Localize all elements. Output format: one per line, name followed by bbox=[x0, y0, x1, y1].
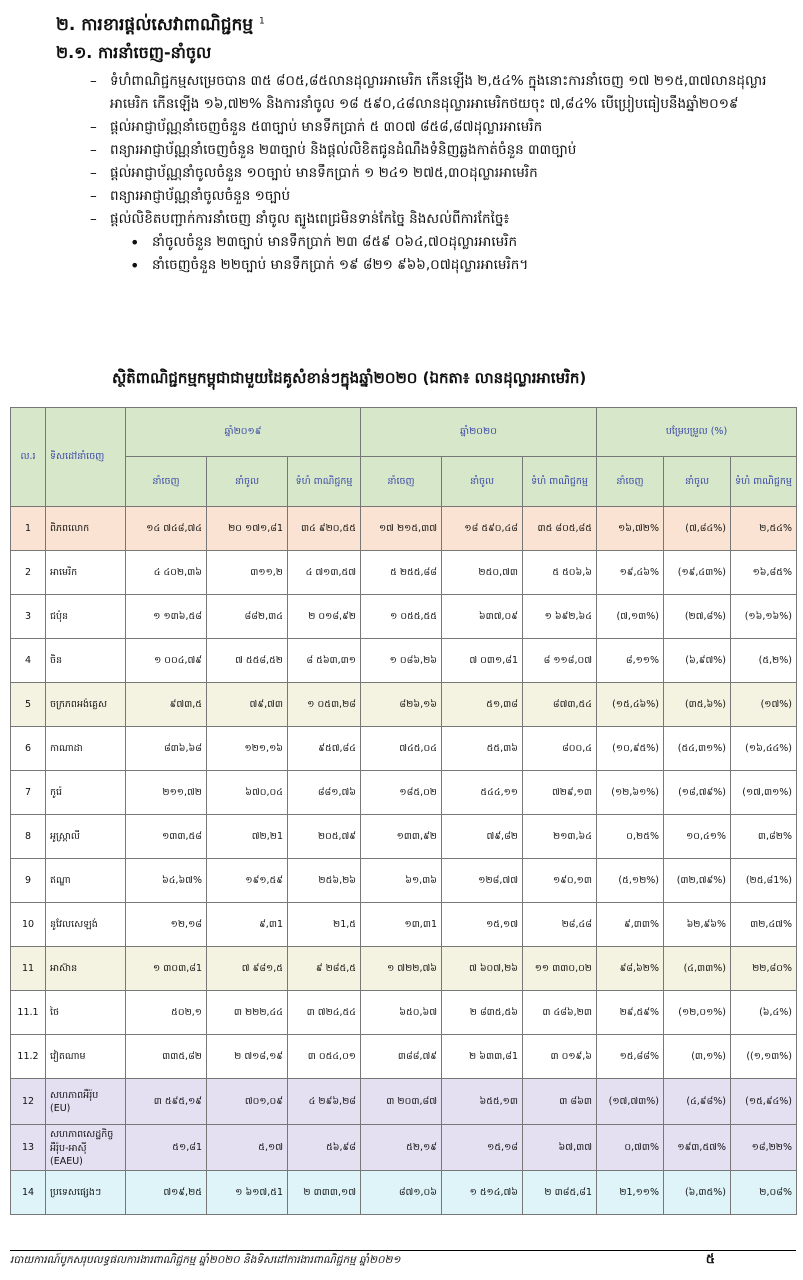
cell-value: (៦,៣៥%) bbox=[664, 1171, 731, 1215]
cell-value: ៣,៨២% bbox=[731, 815, 797, 859]
cell-value: ២,០៨% bbox=[731, 1171, 797, 1215]
trade-statistics-table bbox=[10, 407, 797, 1215]
cell-value: ២ ៧១៨,១៩ bbox=[207, 1035, 288, 1079]
page-number: ៥ bbox=[705, 1252, 715, 1267]
cell-value: ៦២,៩៦% bbox=[664, 903, 731, 947]
cell-number: 7 bbox=[11, 771, 46, 815]
cell-value: (១៨,៧៩%) bbox=[664, 771, 731, 815]
cell-value: ៧៩,៧៣ bbox=[207, 683, 288, 727]
cell-value: ៣ ២២២,៤៤ bbox=[207, 991, 288, 1035]
cell-value: ៦៥០,៦៧ bbox=[361, 991, 442, 1035]
cell-value: (១២,០១%) bbox=[664, 991, 731, 1035]
cell-value: ៥ ២៥៥,៨៨ bbox=[361, 551, 442, 595]
table-row bbox=[11, 903, 797, 947]
cell-value: ៦៧,៣៧ bbox=[523, 1125, 597, 1171]
footnote-marker: 1 bbox=[259, 16, 265, 27]
cell-value: ៨៧៣,៥៤ bbox=[523, 683, 597, 727]
cell-value: ១៨,២២% bbox=[731, 1125, 797, 1171]
cell-value: (៤,៣៣%) bbox=[664, 947, 731, 991]
cell-value: ៥០២,១ bbox=[126, 991, 207, 1035]
cell-value: ៩៧៣,៥ bbox=[126, 683, 207, 727]
cell-value: ៣១១,២ bbox=[207, 551, 288, 595]
cell-destination: នូវែលសេឡង់ bbox=[46, 903, 126, 947]
cell-value: (២៥,៨1%) bbox=[731, 859, 797, 903]
header-volume: ទំហំ ពាណិជ្ជកម្ម bbox=[288, 457, 361, 507]
cell-value: (១៥,៤៦%) bbox=[597, 683, 664, 727]
cell-destination: ប្រទេសផ្សេងៗ bbox=[46, 1171, 126, 1215]
cell-value: ៤ ២៩៦,២៨ bbox=[288, 1079, 361, 1125]
footer-text: របាយការណ៍បូកសរុបលទ្ធផលការងារពាណិជ្ជកម្ម ឆ្នាំ២០២០ និងទិសដៅការងារពាណិជ្ជកម្ម ឆ្នាំ២០២១ bbox=[10, 1250, 796, 1269]
cell-value: ៨ ១១៨,០៧ bbox=[523, 639, 597, 683]
cell-value: (១៧,៣១%) bbox=[731, 771, 797, 815]
cell-destination: កាណាដា bbox=[46, 727, 126, 771]
table-row bbox=[11, 1125, 797, 1171]
cell-value: ១០,៤១% bbox=[664, 815, 731, 859]
cell-value: ១ ៣០៣,៨1 bbox=[126, 947, 207, 991]
cell-value: (១០,៩៥%) bbox=[597, 727, 664, 771]
header-year-2020: ឆ្នាំ២០២០ bbox=[361, 408, 597, 457]
cell-value: ២,៥៤% bbox=[731, 507, 797, 551]
table-row bbox=[11, 1079, 797, 1125]
cell-value: ១៩១,៥៩ bbox=[207, 859, 288, 903]
cell-value: ៧ ៥៥៨,៥២ bbox=[207, 639, 288, 683]
cell-value: ៨៨១,៧៦ bbox=[288, 771, 361, 815]
cell-value: ៨៧១,០៦ bbox=[361, 1171, 442, 1215]
cell-destination: សហភាពអឺរ៉ុប (EU) bbox=[46, 1079, 126, 1125]
cell-destination: អូស្ត្រាលី bbox=[46, 815, 126, 859]
cell-number: 3 bbox=[11, 595, 46, 639]
header-import: នាំចូល bbox=[664, 457, 731, 507]
cell-value: ៩៥៧,៨៤ bbox=[288, 727, 361, 771]
header-export: នាំចេញ bbox=[126, 457, 207, 507]
cell-value: ០,៧៣% bbox=[597, 1125, 664, 1171]
cell-value: ៥,១៧ bbox=[207, 1125, 288, 1171]
cell-value: ៣ ០៥៤,០១ bbox=[288, 1035, 361, 1079]
cell-value: ៥១,៣៨ bbox=[442, 683, 523, 727]
cell-value: (១៦,១៦%) bbox=[731, 595, 797, 639]
bullet-list bbox=[90, 70, 780, 277]
bullet-item: – ផ្ដល់អាជ្ញាប័ណ្ណនាំចូលចំនួន ១០ច្បាប់ មានទឹកប្រាក់ ១ ២៤១ ២៧៥,៣០ដុល្លារអាមេរិក bbox=[90, 162, 780, 185]
cell-destination: ឥណ្ឌា bbox=[46, 859, 126, 903]
cell-value: (៣២,៧៩%) bbox=[664, 859, 731, 903]
cell-value: ២៩,៥៩% bbox=[597, 991, 664, 1035]
cell-value: ១ ៦៩២,៦៤ bbox=[523, 595, 597, 639]
cell-number: 2 bbox=[11, 551, 46, 595]
cell-value: ១ ៥១៤,៧៦ bbox=[442, 1171, 523, 1215]
cell-value: ២ ០១៨,៩២ bbox=[288, 595, 361, 639]
cell-value: ១ ៦១៧,៥1 bbox=[207, 1171, 288, 1215]
cell-value: ១៥,៨៨% bbox=[597, 1035, 664, 1079]
cell-value: ៧៤៥,០៤ bbox=[361, 727, 442, 771]
cell-value: ៩,៣1 bbox=[207, 903, 288, 947]
cell-value: (៥,២%) bbox=[731, 639, 797, 683]
cell-value: ១៦,៧២% bbox=[597, 507, 664, 551]
cell-value: ១ ១៣៦,៥៨ bbox=[126, 595, 207, 639]
cell-number: 10 bbox=[11, 903, 46, 947]
cell-value: ៣ ៨៦៣ bbox=[523, 1079, 597, 1125]
cell-value: ១៣៣,៥៨ bbox=[126, 815, 207, 859]
cell-value: ២១១,៧២ bbox=[126, 771, 207, 815]
cell-destination: ពិភពលោក bbox=[46, 507, 126, 551]
table-row bbox=[11, 1171, 797, 1215]
cell-value: ២ ៣៣៣,១៧ bbox=[288, 1171, 361, 1215]
cell-value: ៧២៩,១៣ bbox=[523, 771, 597, 815]
table-row bbox=[11, 551, 797, 595]
cell-value: ៧ ៩៨១,៥ bbox=[207, 947, 288, 991]
cell-destination: ជប៉ុន bbox=[46, 595, 126, 639]
table-row bbox=[11, 771, 797, 815]
cell-value: ១១ ៣៣០,០២ bbox=[523, 947, 597, 991]
sub-bullet-item: • នាំចូលចំនួន ២៣ច្បាប់ មានទឹកប្រាក់ ២៣ ៨៥៩ ០៦៤,៧០ដុល្លារអាមេរិក bbox=[130, 231, 780, 254]
cell-value: ១៤ ៧៤៨,៧៤ bbox=[126, 507, 207, 551]
cell-value: ៦៥៥,១៣ bbox=[442, 1079, 523, 1125]
cell-value: ២ ៨៣៥,៥៦ bbox=[442, 991, 523, 1035]
cell-value: ៦១,៣៦ bbox=[361, 859, 442, 903]
cell-value: (១៧,៧៣%) bbox=[597, 1079, 664, 1125]
cell-value: ៨,១១% bbox=[597, 639, 664, 683]
cell-destination: ថៃ bbox=[46, 991, 126, 1035]
cell-value: ២ ៦៣៣,៨1 bbox=[442, 1035, 523, 1079]
cell-value: ៣ ៧២៤,៥៤ bbox=[288, 991, 361, 1035]
cell-number: 9 bbox=[11, 859, 46, 903]
cell-number: 1 bbox=[11, 507, 46, 551]
cell-value: (១៦,៤៤%) bbox=[731, 727, 797, 771]
cell-value: ៧៩,៨២ bbox=[442, 815, 523, 859]
cell-number: 12 bbox=[11, 1079, 46, 1125]
cell-value: (៣៥,៦%) bbox=[664, 683, 731, 727]
cell-value: ១៥,១៨ bbox=[442, 1125, 523, 1171]
cell-value: ១៣,៣1 bbox=[361, 903, 442, 947]
cell-value: (៤,៩៨%) bbox=[664, 1079, 731, 1125]
cell-value: ១ ០៥៣,២៨ bbox=[288, 683, 361, 727]
cell-value: (៧,១៣%) bbox=[597, 595, 664, 639]
subsection-heading: ២.១. ការនាំចេញ-នាំចូល bbox=[56, 43, 212, 62]
bullet-item: – ផ្ដល់អាជ្ញាប័ណ្ណនាំចេញចំនួន ៥៣ច្បាប់ មានទឹកប្រាក់ ៥ ៣០៧ ៨៥៨,៨៧ដុល្លារអាមេរិក bbox=[90, 116, 780, 139]
cell-value: ៣ ០១៩,៦ bbox=[523, 1035, 597, 1079]
cell-value: ៣ ២០៣,៨៧ bbox=[361, 1079, 442, 1125]
header-destination: ទិសដៅនាំចេញ bbox=[46, 408, 126, 507]
cell-value: ១៨៥,០២ bbox=[361, 771, 442, 815]
cell-value: ១៧ ២១៥,៣៧ bbox=[361, 507, 442, 551]
table-row bbox=[11, 947, 797, 991]
cell-value: ២០៥,៧៩ bbox=[288, 815, 361, 859]
cell-value: ១២,១៨ bbox=[126, 903, 207, 947]
cell-value: ៥៤៤,១១ bbox=[442, 771, 523, 815]
cell-value: ១ ០០៤,៧៩ bbox=[126, 639, 207, 683]
cell-destination: កូរ៉េ bbox=[46, 771, 126, 815]
bullet-item: – ពន្យារអាជ្ញាប័ណ្ណនាំចូលចំនួន ១ច្បាប់ bbox=[90, 185, 780, 208]
table-row bbox=[11, 1035, 797, 1079]
header-year-2019: ឆ្នាំ២០១៩ bbox=[126, 408, 361, 457]
cell-number: 6 bbox=[11, 727, 46, 771]
table-row bbox=[11, 595, 797, 639]
cell-number: 14 bbox=[11, 1171, 46, 1215]
cell-value: ១២៨,៧៧ bbox=[442, 859, 523, 903]
cell-value: ៦៣៧,០៩ bbox=[442, 595, 523, 639]
cell-value: ០,២៥% bbox=[597, 815, 664, 859]
cell-number: 4 bbox=[11, 639, 46, 683]
cell-value: (១៥,៩៤%) bbox=[731, 1079, 797, 1125]
cell-value: ៨ ៥៦៣,៣១ bbox=[288, 639, 361, 683]
cell-value: (៧,៨៤%) bbox=[664, 507, 731, 551]
cell-value: ៨៨២,៣៤ bbox=[207, 595, 288, 639]
cell-value: ៣២,៤៧% bbox=[731, 903, 797, 947]
section-heading: ២. ការខារផ្ដល់សេវាពាណិជ្ជកម្ម $^1$ bbox=[56, 15, 265, 35]
cell-value: ៩៨,៦២% bbox=[597, 947, 664, 991]
cell-value: ៣ ៤៨៦,២៣ bbox=[523, 991, 597, 1035]
cell-value: ((១,១៣%) bbox=[731, 1035, 797, 1079]
cell-value: ១ ០៨៦,២៦ bbox=[361, 639, 442, 683]
cell-destination: វៀតណាម bbox=[46, 1035, 126, 1079]
cell-value: ៣៥ ៨០៥,៨៥ bbox=[523, 507, 597, 551]
cell-number: 11.1 bbox=[11, 991, 46, 1035]
header-change: បម្រែបម្រួល (%) bbox=[597, 408, 797, 457]
cell-value: ២១៣,៦៤ bbox=[523, 815, 597, 859]
header-volume: ទំហំ ពាណិជ្ជកម្ម bbox=[731, 457, 797, 507]
cell-value: ៧០១,០៩ bbox=[207, 1079, 288, 1125]
cell-number: 11 bbox=[11, 947, 46, 991]
table-row bbox=[11, 507, 797, 551]
cell-value: ៥ ៥០៦,៦ bbox=[523, 551, 597, 595]
cell-value: ១៦,៨៥% bbox=[731, 551, 797, 595]
table-row bbox=[11, 815, 797, 859]
cell-value: (១៩,៤៣%) bbox=[664, 551, 731, 595]
cell-value: ១ ០៥៥,៥៥ bbox=[361, 595, 442, 639]
sub-bullet-item: • នាំចេញចំនួន ២២ច្បាប់ មានទឹកប្រាក់ ១៩ ៨២១ ៩៦៦,០៧ដុល្លារអាមេរិក។ bbox=[130, 254, 780, 277]
cell-value: ៨២៦,១៦ bbox=[361, 683, 442, 727]
table-row bbox=[11, 727, 797, 771]
cell-value: ១៨ ៥៩០,៤៨ bbox=[442, 507, 523, 551]
cell-value: ៦៧០,០៤ bbox=[207, 771, 288, 815]
cell-value: ៣៨៨,៧៩ bbox=[361, 1035, 442, 1079]
cell-destination: សហភាពសេដ្ឋកិច្ចអឺរ៉ុប-អាស៊ី (EAEU) bbox=[46, 1125, 126, 1171]
sub-bullet-list bbox=[110, 231, 780, 277]
cell-value: (២៧,៨%) bbox=[664, 595, 731, 639]
cell-number: 11.2 bbox=[11, 1035, 46, 1079]
cell-value: ៧ ៦០៧,២៦ bbox=[442, 947, 523, 991]
cell-value: ៨៣៦,៦៨ bbox=[126, 727, 207, 771]
cell-value: ២1,៥ bbox=[288, 903, 361, 947]
cell-value: ៦៤,៦៧% bbox=[126, 859, 207, 903]
cell-value: ៥៦,៩៨ bbox=[288, 1125, 361, 1171]
cell-value: ១៩,៤៦% bbox=[597, 551, 664, 595]
cell-value: ២1,១១% bbox=[597, 1171, 664, 1215]
cell-value: ៧២,២1 bbox=[207, 815, 288, 859]
cell-value: ២៥៦,២៦ bbox=[288, 859, 361, 903]
bullet-item: – ទំហំពាណិជ្ជកម្មសម្រេចបាន ៣៥ ៨០៥,៨៥លានដុល្លារអាមេរិក កើនឡើង ២,៥៤% ក្នុងនោះការនាំចេញ ១៧ ២១៥,៣៧លានដុល្លារអាមេរិក កើនឡើង ១៦,៧២% និងការនាំចូល ១៨ ៥៩០,៤៨លានដុល្លារអាមេរិកថយចុះ ៧,៨៤% បើប្រៀបធៀបនឹងឆ្នាំ២០១៩ bbox=[90, 70, 780, 116]
cell-value: ១៥,១៧ bbox=[442, 903, 523, 947]
cell-value: ២០ ១៧១,៨1 bbox=[207, 507, 288, 551]
cell-number: 5 bbox=[11, 683, 46, 727]
cell-value: ៣៣៥,៨២ bbox=[126, 1035, 207, 1079]
table-body bbox=[11, 507, 797, 1215]
cell-value: ២៥០,៧៣ bbox=[442, 551, 523, 595]
header-volume: ទំហំ ពាណិជ្ជកម្ម bbox=[523, 457, 597, 507]
cell-value: ៩,៣៣% bbox=[597, 903, 664, 947]
cell-value: (១២,៦១%) bbox=[597, 771, 664, 815]
cell-value: ២ ៣៨៥,៨1 bbox=[523, 1171, 597, 1215]
cell-number: 8 bbox=[11, 815, 46, 859]
table-row bbox=[11, 683, 797, 727]
bullet-item: – ផ្ដល់លិខិតបញ្ជាក់ការនាំចេញ នាំចូល ត្បូងពេជ្រមិនទាន់កែច្នៃ និងសល់ពីការកែច្នៃ៖ • នាំចូលចំនួន ២៣ច្បាប់ មានទឹកប្រាក់ ២៣ ៨៥៩ ០៦៤,៧០ដុល្លារអាមេរិក • នាំចេញចំនួន ២២ច្បាប់ មានទឹកប្រាក់ ១៩ ៨២១ ៩៦៦,០៧ដុល្លារអាមេរិក។ bbox=[90, 208, 780, 277]
header-import: នាំចូល bbox=[442, 457, 523, 507]
cell-value: ៧ ០៣១,៨1 bbox=[442, 639, 523, 683]
cell-value: ៧១៩,២៥ bbox=[126, 1171, 207, 1215]
table-row bbox=[11, 991, 797, 1035]
header-export: នាំចេញ bbox=[597, 457, 664, 507]
cell-value: ១ ៧២២,៧៦ bbox=[361, 947, 442, 991]
cell-value: ៩ ២៨៥,៥ bbox=[288, 947, 361, 991]
cell-value: ១៣៣,៩២ bbox=[361, 815, 442, 859]
cell-value: ៤ ៧១៣,៥៧ bbox=[288, 551, 361, 595]
bullet-item: – ពន្យារអាជ្ញាប័ណ្ណនាំចេញចំនួន ២៣ច្បាប់ និងផ្ដល់លិខិតជូនដំណឹងទំនិញឆ្លងកាត់ចំនួន ៣៣ច្បាប់ bbox=[90, 139, 780, 162]
cell-value: ៤ ៤០២,៣៦ bbox=[126, 551, 207, 595]
table-row bbox=[11, 639, 797, 683]
cell-destination: អាមេរិក bbox=[46, 551, 126, 595]
cell-value: (៦,៩៧%) bbox=[664, 639, 731, 683]
cell-value: ៣៤ ៩២០,៥៥ bbox=[288, 507, 361, 551]
cell-value: ៥១,៨1 bbox=[126, 1125, 207, 1171]
header-no: ល.រ bbox=[11, 408, 46, 507]
table-caption: ស្ថិតិពាណិជ្ជកម្មកម្ពុជាជាមួយដៃគូសំខាន់ៗក្នុងឆ្នាំ២០២០ (ឯកតា៖ លានដុល្លារអាមេរិក) bbox=[112, 369, 587, 387]
table-row bbox=[11, 859, 797, 903]
cell-value: ៥៥,៣៦ bbox=[442, 727, 523, 771]
cell-destination: ចក្រភពអង់គ្លេស bbox=[46, 683, 126, 727]
cell-value: (៥៤,៣១%) bbox=[664, 727, 731, 771]
cell-value: ៨០០,៤ bbox=[523, 727, 597, 771]
cell-value: ២៨,៤៨ bbox=[523, 903, 597, 947]
header-import: នាំចូល bbox=[207, 457, 288, 507]
cell-destination: អាស៊ាន bbox=[46, 947, 126, 991]
cell-value: ១៩៣,៥៧% bbox=[664, 1125, 731, 1171]
cell-value: ១២១,១៦ bbox=[207, 727, 288, 771]
cell-value: (១៧%) bbox=[731, 683, 797, 727]
header-export: នាំចេញ bbox=[361, 457, 442, 507]
cell-value: ៣ ៥៩៥,១៩ bbox=[126, 1079, 207, 1125]
cell-value: (៦,៤%) bbox=[731, 991, 797, 1035]
cell-value: ១៩០,១៣ bbox=[523, 859, 597, 903]
cell-destination: ចិន bbox=[46, 639, 126, 683]
cell-value: ៥២,១៩ bbox=[361, 1125, 442, 1171]
cell-value: (៣,១%) bbox=[664, 1035, 731, 1079]
cell-value: (៥,១២%) bbox=[597, 859, 664, 903]
cell-number: 13 bbox=[11, 1125, 46, 1171]
cell-value: ២២,៨០% bbox=[731, 947, 797, 991]
